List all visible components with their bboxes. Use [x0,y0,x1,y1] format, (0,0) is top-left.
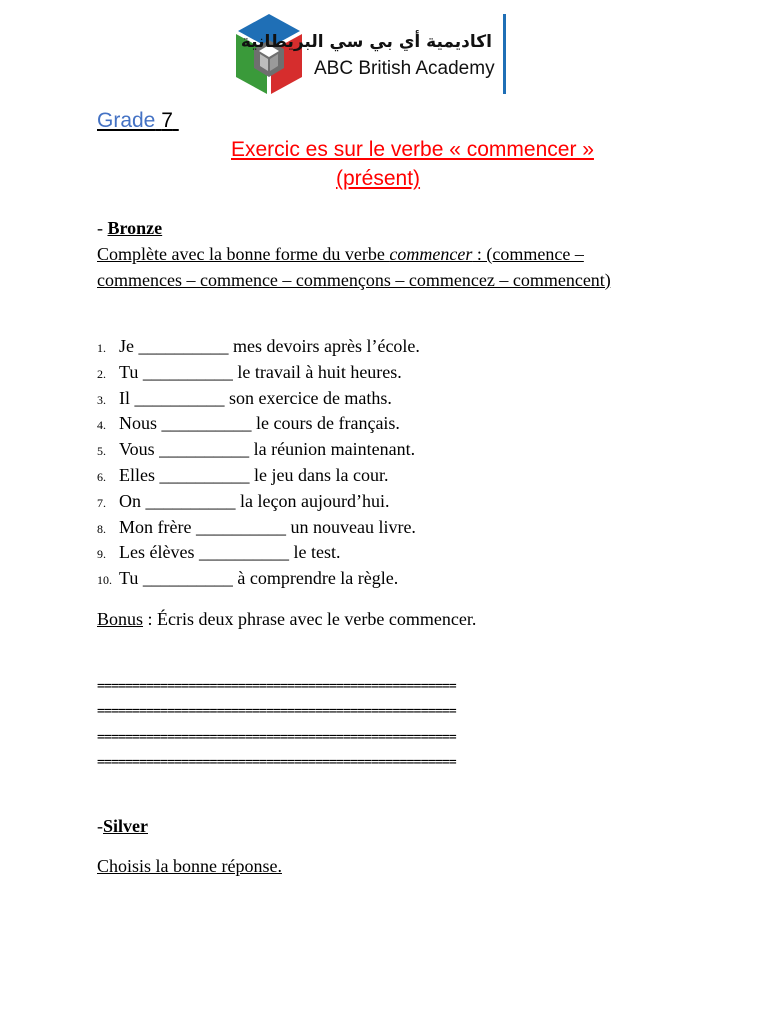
exercise-number: 5. [97,444,106,459]
exercise-number: 9. [97,547,106,562]
silver-label: Silver [103,816,148,836]
exercise-item [97,515,420,541]
exercise-sentence: Vous __________ la réunion maintenant. [119,439,416,460]
bonus-label: Bonus [97,609,144,629]
exercise-number: 7. [97,495,106,510]
exercise-sentence: Tu __________ le travail à huit heures. [119,361,402,382]
bronze-heading [97,217,162,239]
exercise-item [97,489,420,515]
answer-line: =================================================== [97,704,456,720]
exercise-number: 3. [97,392,106,407]
instruction-start: Complète avec la bonne forme du verbe [97,244,390,264]
bronze-prefix: - [97,218,108,238]
exercise-sentence: Les élèves __________ le test. [119,542,341,563]
bonus-prompt [97,608,476,630]
exercise-item [97,334,420,360]
answer-line: =================================================== [97,679,456,694]
grade-number: 7 [161,109,173,132]
exercise-number: 2. [97,366,106,381]
exercise-item [97,411,420,437]
exercise-sentence: Il __________ son exercice de maths. [119,387,392,408]
exercise-number: 8. [97,521,106,536]
exercise-item [97,437,420,463]
silver-instruction: Choisis la bonne réponse. [97,856,282,876]
exercise-number: 6. [97,469,106,484]
exercise-item [97,540,420,566]
logo-divider-bar [503,14,506,94]
silver-prefix: - [97,816,103,836]
bronze-instructions [97,242,657,293]
exercise-sentence: Nous __________ le cours de français. [119,413,400,434]
grade-heading [97,108,179,134]
bronze-label: Bronze [107,218,163,238]
exercise-number: 1. [97,341,106,355]
instruction-conjugations: : (commence – commences – commence – commençons – commencez – commencent) [97,244,611,290]
grade-label: Grade [97,109,156,132]
exercise-item [97,463,420,489]
exercise-item [97,566,420,592]
exercise-title: Exercic es sur le verbe « commencer » [231,138,594,161]
exercise-number: 10. [97,573,112,588]
academy-logo [234,12,506,96]
answer-line: =================================================== [97,754,456,770]
exercise-sentence: Mon frère __________ un nouveau livre. [119,516,416,537]
exercise-sentence: On __________ la leçon aujourd’hui. [119,490,390,511]
bonus-text: : Écris deux phrase avec le verbe commencer. [143,609,477,629]
exercise-item [97,386,420,412]
logo-english-name: ABC British Academy [314,58,495,79]
answer-line: =================================================== [97,729,456,745]
exercise-title-tense: (présent) [336,167,421,190]
exercise-list [97,334,420,592]
logo-arabic-name: اكاديمية أي بي سي البريطانية [240,32,492,52]
instruction-verb: commencer [389,244,473,264]
exercise-sentence: Tu __________ à comprendre la règle. [119,568,399,589]
exercise-item [97,360,420,386]
answer-lines [97,674,456,775]
cube-logo-icon [234,12,304,96]
exercise-sentence: Elles __________ le jeu dans la cour. [119,464,389,485]
exercise-number: 4. [97,418,106,433]
silver-heading [97,815,148,837]
exercise-sentence: Je __________ mes devoirs après l’école. [119,336,420,356]
